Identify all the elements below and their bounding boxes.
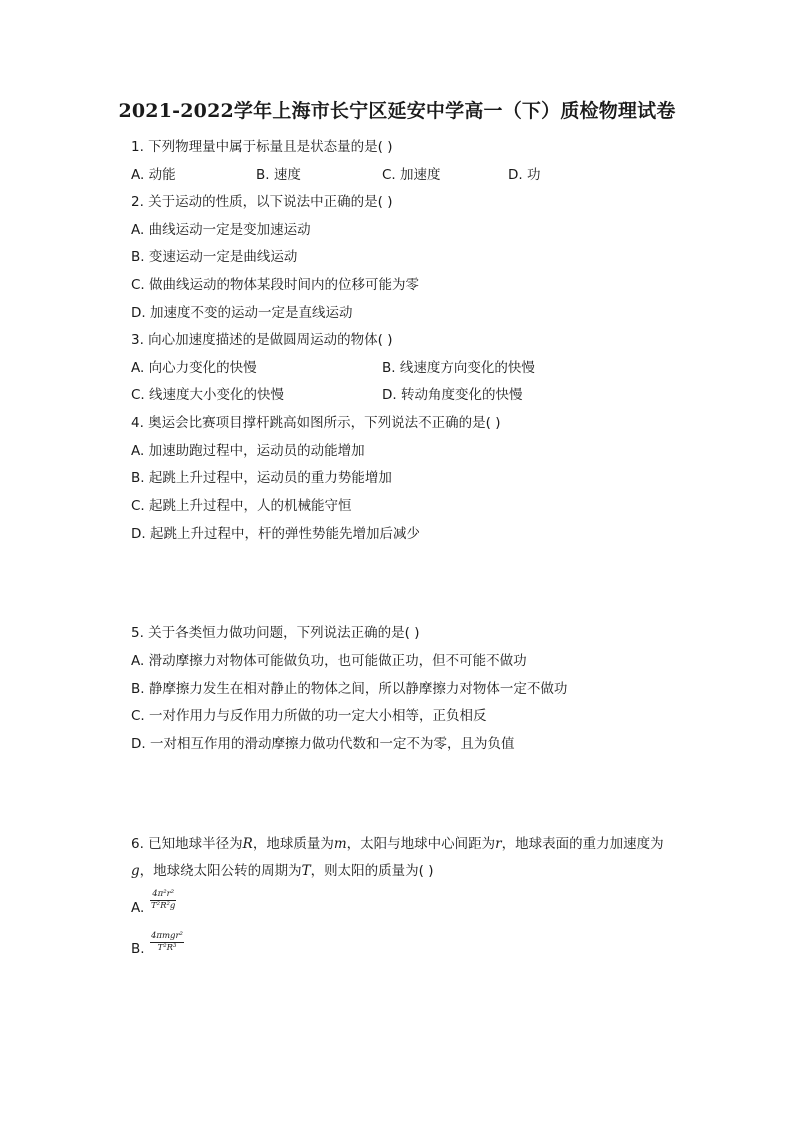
question-2-option-c[interactable]: C. 做曲线运动的物体某段时间内的位移可能为零 xyxy=(131,277,420,293)
question-6-option-a-fraction[interactable] xyxy=(150,889,176,912)
question-6-option-b-label[interactable]: B. xyxy=(131,941,145,957)
question-6-stem-line-1 xyxy=(131,835,664,853)
stem-text: ，地球绕太阳公转的周期为 xyxy=(139,863,302,879)
question-4-option-a[interactable]: A. 加速助跑过程中，运动员的动能增加 xyxy=(131,443,365,459)
stem-text: ，则太阳的质量为( ) xyxy=(310,863,434,879)
question-4-stem: 4. 奥运会比赛项目撑杆跳高如图所示，下列说法不正确的是( ) xyxy=(131,415,501,431)
question-4-option-d[interactable]: D. 起跳上升过程中，杆的弹性势能先增加后减少 xyxy=(131,526,420,542)
question-1-stem: 1. 下列物理量中属于标量且是状态量的是( ) xyxy=(131,139,393,155)
question-1-option-d[interactable]: D. 功 xyxy=(508,167,541,183)
question-3-option-a[interactable]: A. 向心力变化的快慢 xyxy=(131,360,257,376)
question-3-stem: 3. 向心加速度描述的是做圆周运动的物体( ) xyxy=(131,332,393,348)
question-2-option-d[interactable]: D. 加速度不变的运动一定是直线运动 xyxy=(131,305,353,321)
question-3-option-b[interactable]: B. 线速度方向变化的快慢 xyxy=(382,360,535,376)
question-3-option-d[interactable]: D. 转动角度变化的快慢 xyxy=(382,387,523,403)
question-2-option-a[interactable]: A. 曲线运动一定是变加速运动 xyxy=(131,222,311,238)
exam-title: 2021-2022学年上海市长宁区延安中学高一（下）质检物理试卷 xyxy=(118,100,676,122)
stem-text: ，地球质量为 xyxy=(252,836,334,852)
symbol-radius: R xyxy=(242,836,253,852)
question-3-option-c[interactable]: C. 线速度大小变化的快慢 xyxy=(131,387,285,403)
fraction-denominator: T²R²g xyxy=(151,901,176,911)
question-1-option-c[interactable]: C. 加速度 xyxy=(382,167,441,183)
question-5-option-d[interactable]: D. 一对相互作用的滑动摩擦力做功代数和一定不为零，且为负值 xyxy=(131,736,515,752)
symbol-gravity: g xyxy=(131,863,140,879)
symbol-distance: r xyxy=(495,836,502,852)
symbol-period: T xyxy=(301,863,311,879)
question-2-option-b[interactable]: B. 变速运动一定是曲线运动 xyxy=(131,249,298,265)
question-5-option-c[interactable]: C. 一对作用力与反作用力所做的功一定大小相等，正负相反 xyxy=(131,708,487,724)
question-4-option-c[interactable]: C. 起跳上升过程中，人的机械能守恒 xyxy=(131,498,352,514)
symbol-mass: m xyxy=(333,836,347,852)
question-4-option-b[interactable]: B. 起跳上升过程中，运动员的重力势能增加 xyxy=(131,470,392,486)
question-6-option-b-fraction[interactable] xyxy=(150,931,184,954)
stem-text: ，地球表面的重力加速度为 xyxy=(501,836,664,852)
question-6-option-a-label[interactable]: A. xyxy=(131,900,145,916)
fraction-denominator: T²R³ xyxy=(150,942,184,954)
fraction-numerator: 4πmgr² xyxy=(151,931,183,941)
question-2-stem: 2. 关于运动的性质，以下说法中正确的是( ) xyxy=(131,194,393,210)
question-1-option-a[interactable]: A. 动能 xyxy=(131,167,176,183)
stem-text: ，太阳与地球中心间距为 xyxy=(346,836,496,852)
stem-text: 6. 已知地球半径为 xyxy=(131,836,243,852)
question-1-option-b[interactable]: B. 速度 xyxy=(256,167,301,183)
question-5-option-b[interactable]: B. 静摩擦力发生在相对静止的物体之间，所以静摩擦力对物体一定不做功 xyxy=(131,681,568,697)
fraction-numerator: 4π²r² xyxy=(152,889,175,899)
question-6-stem-line-2 xyxy=(131,862,434,880)
question-5-option-a[interactable]: A. 滑动摩擦力对物体可能做负功，也可能做正功，但不可能不做功 xyxy=(131,653,527,669)
question-5-stem: 5. 关于各类恒力做功问题，下列说法正确的是( ) xyxy=(131,625,420,641)
